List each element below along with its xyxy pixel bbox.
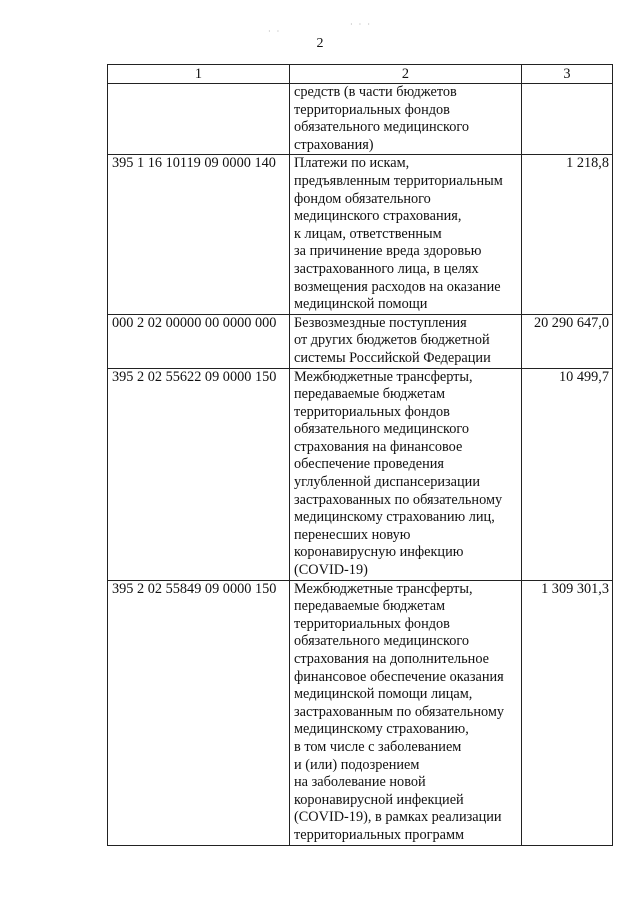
description-line: Межбюджетные трансферты,: [294, 580, 473, 597]
description-line: территориальных фондов: [294, 403, 450, 420]
amount-cell: [522, 84, 613, 155]
description-line: (COVID-19), в рамках реализации: [294, 809, 502, 826]
description-line: системы Российской Федерации: [294, 349, 491, 366]
description-line: перенесших новую: [294, 526, 411, 543]
description-cell: [290, 314, 522, 368]
description-line: страхования на финансовое: [294, 438, 463, 455]
scan-speck: · ·: [268, 27, 282, 36]
description-line: Платежи по искам,: [294, 155, 410, 172]
description-line: застрахованных по обязательному: [294, 491, 503, 508]
description-cell: [290, 155, 522, 314]
description-line: обязательного медицинского: [294, 119, 469, 136]
description-line: обязательного медицинского: [294, 421, 469, 438]
description-line: медицинского страхования,: [294, 208, 462, 225]
page-number: 2: [316, 36, 324, 51]
description-line: на заболевание новой: [294, 774, 426, 791]
description-line: медицинскому страхованию лиц,: [294, 509, 495, 526]
amount-cell: 10 499,7: [522, 368, 613, 580]
description-line: обязательного медицинского: [294, 633, 469, 650]
scan-speck: · · ·: [350, 20, 372, 29]
budget-code-cell: 395 1 16 10119 09 0000 140: [108, 155, 290, 314]
description-line: медицинской помощи: [294, 296, 428, 313]
description-line: коронавирусной инфекцией: [294, 791, 464, 808]
description-line: страхования): [294, 136, 374, 153]
amount-cell: 20 290 647,0: [522, 314, 613, 368]
table-row: [108, 314, 613, 368]
table-header-row: [108, 65, 613, 84]
amount-cell: 1 309 301,3: [522, 580, 613, 845]
description-cell: [290, 580, 522, 845]
description-line: фондом обязательного: [294, 190, 431, 207]
description-line: Межбюджетные трансферты,: [294, 368, 473, 385]
description-line: территориальных программ: [294, 826, 465, 843]
description-line: в том числе с заболеванием: [294, 738, 462, 755]
table-row: [108, 368, 613, 580]
description-cell: [290, 84, 522, 155]
description-line: к лицам, ответственным: [294, 225, 442, 242]
description-line: застрахованного лица, в целях: [294, 260, 479, 277]
description-line: (COVID-19): [294, 562, 368, 579]
table-body: [108, 84, 613, 846]
description-line: за причинение вреда здоровью: [294, 243, 482, 260]
budget-code-cell: [108, 84, 290, 155]
description-line: Безвозмездные поступления: [294, 314, 467, 331]
budget-code-cell: 395 2 02 55849 09 0000 150: [108, 580, 290, 845]
description-line: предъявленным территориальным: [294, 172, 503, 189]
description-line: передаваемые бюджетам: [294, 598, 446, 615]
description-line: возмещения расходов на оказание: [294, 278, 501, 295]
description-line: средств (в части бюджетов: [294, 84, 457, 100]
table-row: [108, 580, 613, 845]
header-col-3: 3: [522, 65, 613, 84]
description-line: и (или) подозрением: [294, 756, 420, 773]
budget-table: [107, 64, 613, 846]
description-cell: [290, 368, 522, 580]
description-line: территориальных фондов: [294, 101, 450, 118]
amount-cell: 1 218,8: [522, 155, 613, 314]
description-line: коронавирусную инфекцию: [294, 544, 464, 561]
budget-code-cell: 000 2 02 00000 00 0000 000: [108, 314, 290, 368]
budget-code-cell: 395 2 02 55622 09 0000 150: [108, 368, 290, 580]
description-line: медицинскому страхованию,: [294, 721, 469, 738]
description-line: территориальных фондов: [294, 615, 450, 632]
description-line: передаваемые бюджетам: [294, 386, 446, 403]
description-line: медицинской помощи лицам,: [294, 686, 473, 703]
description-line: обеспечение проведения: [294, 456, 444, 473]
table-row: [108, 155, 613, 314]
description-line: застрахованным по обязательному: [294, 703, 505, 720]
header-col-2: 2: [290, 65, 522, 84]
description-line: углубленной диспансеризации: [294, 474, 480, 491]
header-col-1: 1: [108, 65, 290, 84]
table-row: [108, 84, 613, 155]
description-line: финансовое обеспечение оказания: [294, 668, 504, 685]
description-line: от других бюджетов бюджетной: [294, 332, 490, 349]
description-line: страхования на дополнительное: [294, 651, 489, 667]
